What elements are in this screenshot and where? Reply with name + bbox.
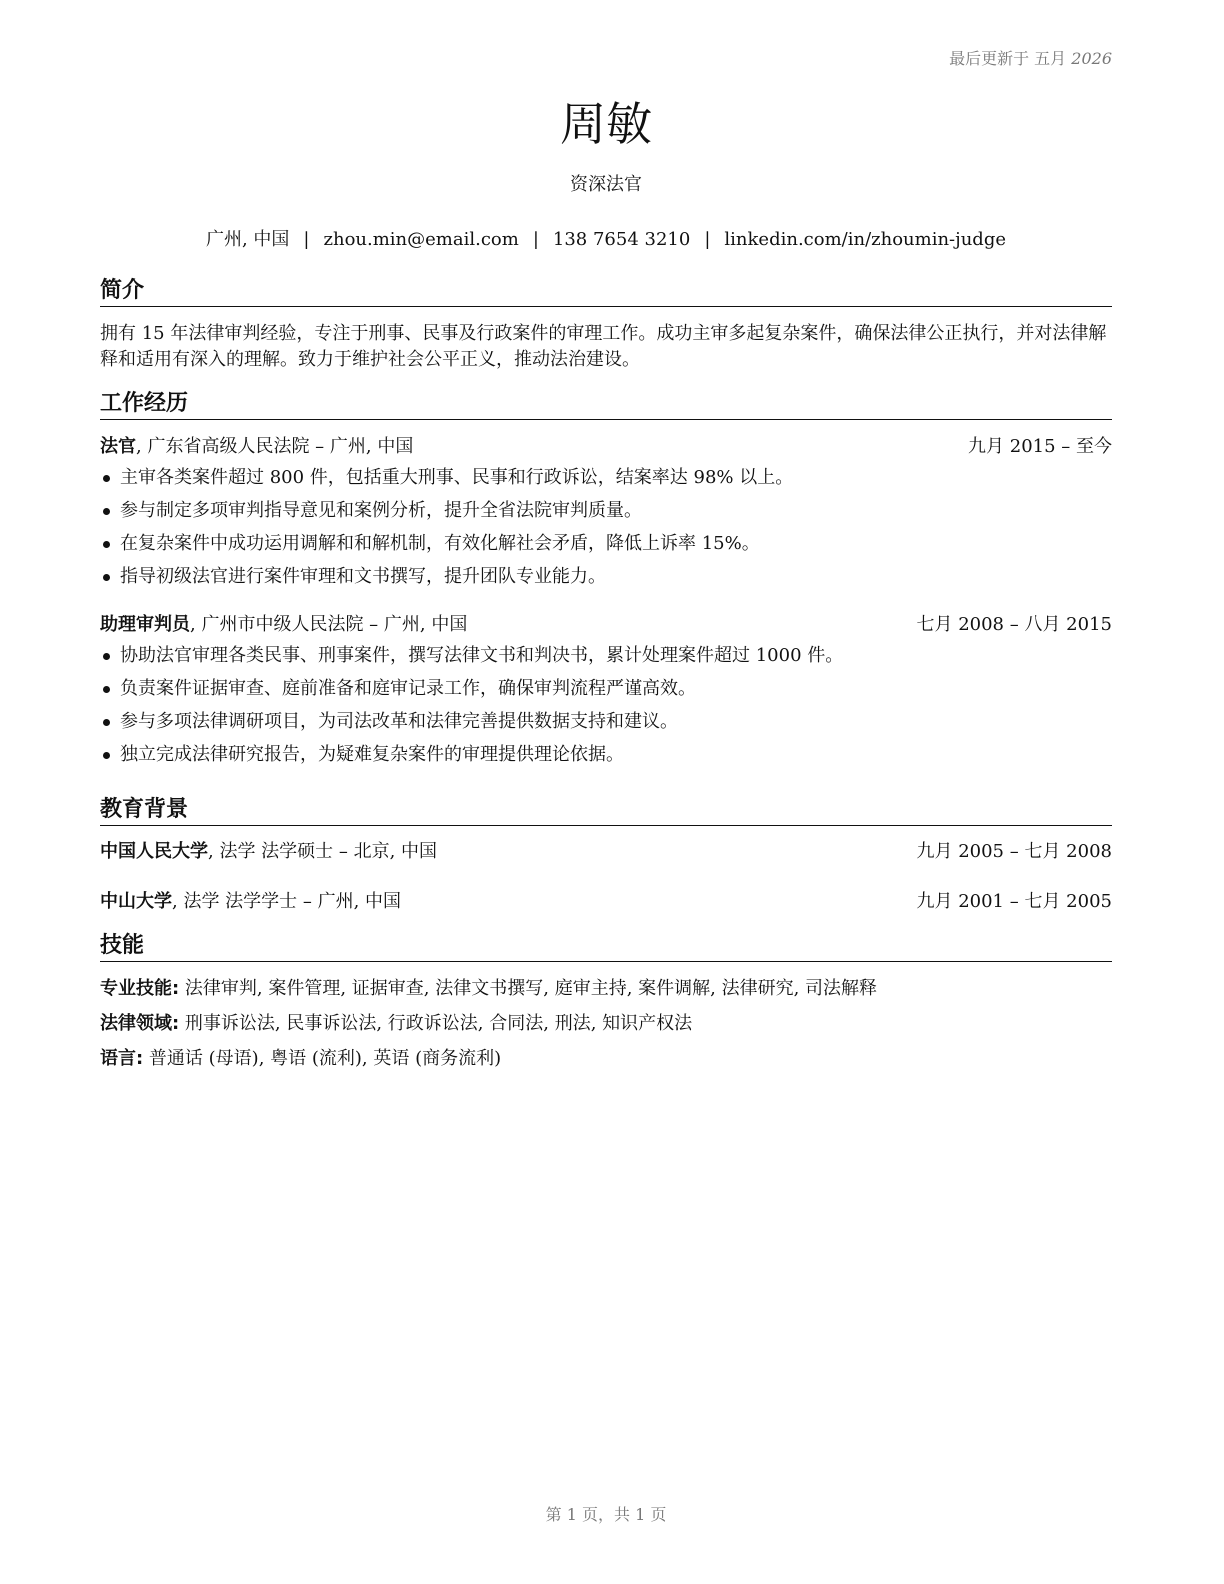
summary-text: 拥有 15 年法律审判经验，专注于刑事、民事及行政案件的审理工作。成功主审多起复杂案件，确保法律公正执行，并对法律解释和适用有深入的理解。致力于维护社会公平正义，推动法治建设。: [100, 323, 1107, 370]
skill-label: 法律领域:: [100, 1013, 180, 1034]
contact-phone: 138 7654 3210: [552, 229, 691, 250]
education-entry: [100, 889, 1112, 915]
school-dates: 九月 2001 – 七月 2005: [916, 891, 1112, 912]
skills-section: [100, 933, 1112, 1072]
job-bullet: 在复杂案件中成功运用调解和和解机制，有效化解社会矛盾，降低上诉率 15%。: [100, 531, 1112, 557]
resume-page: [100, 0, 1112, 1584]
contact-linkedin[interactable]: linkedin.com/in/zhoumin-judge: [724, 229, 1007, 250]
skill-line: [100, 1046, 1112, 1072]
job-bullet: 参与多项法律调研项目，为司法改革和法律完善提供数据支持和建议。: [100, 709, 1112, 735]
contact-separator: |: [704, 229, 711, 250]
job-bullets: [100, 643, 1112, 768]
job-role: 助理审判员: [100, 614, 190, 635]
job-entry: [100, 612, 1112, 768]
school-name: 中山大学: [100, 891, 172, 912]
job-bullet: 协助法官审理各类民事、刑事案件，撰写法律文书和判决书，累计处理案件超过 1000 件。: [100, 643, 1112, 669]
last-updated: [949, 46, 1112, 69]
experience-heading: 工作经历: [100, 391, 1112, 420]
contact-separator: |: [303, 229, 310, 250]
skill-label: 语言:: [100, 1048, 144, 1069]
school-dates: 九月 2005 – 七月 2008: [916, 841, 1112, 862]
skill-text: 刑事诉讼法, 民事诉讼法, 行政诉讼法, 合同法, 刑法, 知识产权法: [179, 1013, 693, 1034]
contact-location: 广州, 中国: [205, 229, 290, 250]
education-heading: 教育背景: [100, 797, 1112, 826]
job-dates: 九月 2015 – 至今: [968, 436, 1112, 457]
skill-text: 法律审判, 案件管理, 证据审查, 法律文书撰写, 庭审主持, 案件调解, 法律研究, 司法解释: [179, 978, 878, 999]
last-updated-year: 2026: [1071, 49, 1112, 68]
job-bullet: 负责案件证据审查、庭前准备和庭审记录工作，确保审判流程严谨高效。: [100, 676, 1112, 702]
job-header: [100, 612, 1112, 638]
job-org: , 广东省高级人民法院 – 广州, 中国: [136, 436, 414, 457]
experience-section: [100, 391, 1112, 768]
job-bullet: 参与制定多项审判指导意见和案例分析，提升全省法院审判质量。: [100, 498, 1112, 524]
job-header: [100, 434, 1112, 460]
job-org: , 广州市中级人民法院 – 广州, 中国: [190, 614, 468, 635]
job-entry: [100, 434, 1112, 590]
job-bullet: 主审各类案件超过 800 件，包括重大刑事、民事和行政诉讼，结案率达 98% 以上。: [100, 465, 1112, 491]
skill-text: 普通话 (母语), 粤语 (流利), 英语 (商务流利): [143, 1048, 502, 1069]
education-entry: [100, 839, 1112, 865]
education-section: [100, 797, 1112, 915]
job-role: 法官: [100, 436, 136, 457]
page-footer: 第 1 页，共 1 页: [545, 1505, 667, 1524]
contact-email[interactable]: zhou.min@email.com: [323, 229, 519, 250]
skill-line: [100, 976, 1112, 1002]
school-detail: , 法学 法学硕士 – 北京, 中国: [208, 841, 438, 862]
job-dates: 七月 2008 – 八月 2015: [916, 614, 1112, 635]
skills-heading: 技能: [100, 933, 1112, 962]
school-detail: , 法学 法学学士 – 广州, 中国: [172, 891, 402, 912]
job-title: 资深法官: [570, 174, 642, 195]
summary-heading: 简介: [100, 278, 1112, 307]
last-updated-label: 最后更新于 五月: [949, 49, 1067, 68]
skill-line: [100, 1011, 1112, 1037]
job-bullet: 独立完成法律研究报告，为疑难复杂案件的审理提供理论依据。: [100, 742, 1112, 768]
job-bullets: [100, 465, 1112, 590]
contact-separator: |: [532, 229, 539, 250]
school-name: 中国人民大学: [100, 841, 208, 862]
person-name: 周敏: [560, 97, 652, 151]
summary-section: [100, 278, 1112, 373]
contact-line: [100, 225, 1112, 251]
job-bullet: 指导初级法官进行案件审理和文书撰写，提升团队专业能力。: [100, 564, 1112, 590]
skill-label: 专业技能:: [100, 978, 180, 999]
